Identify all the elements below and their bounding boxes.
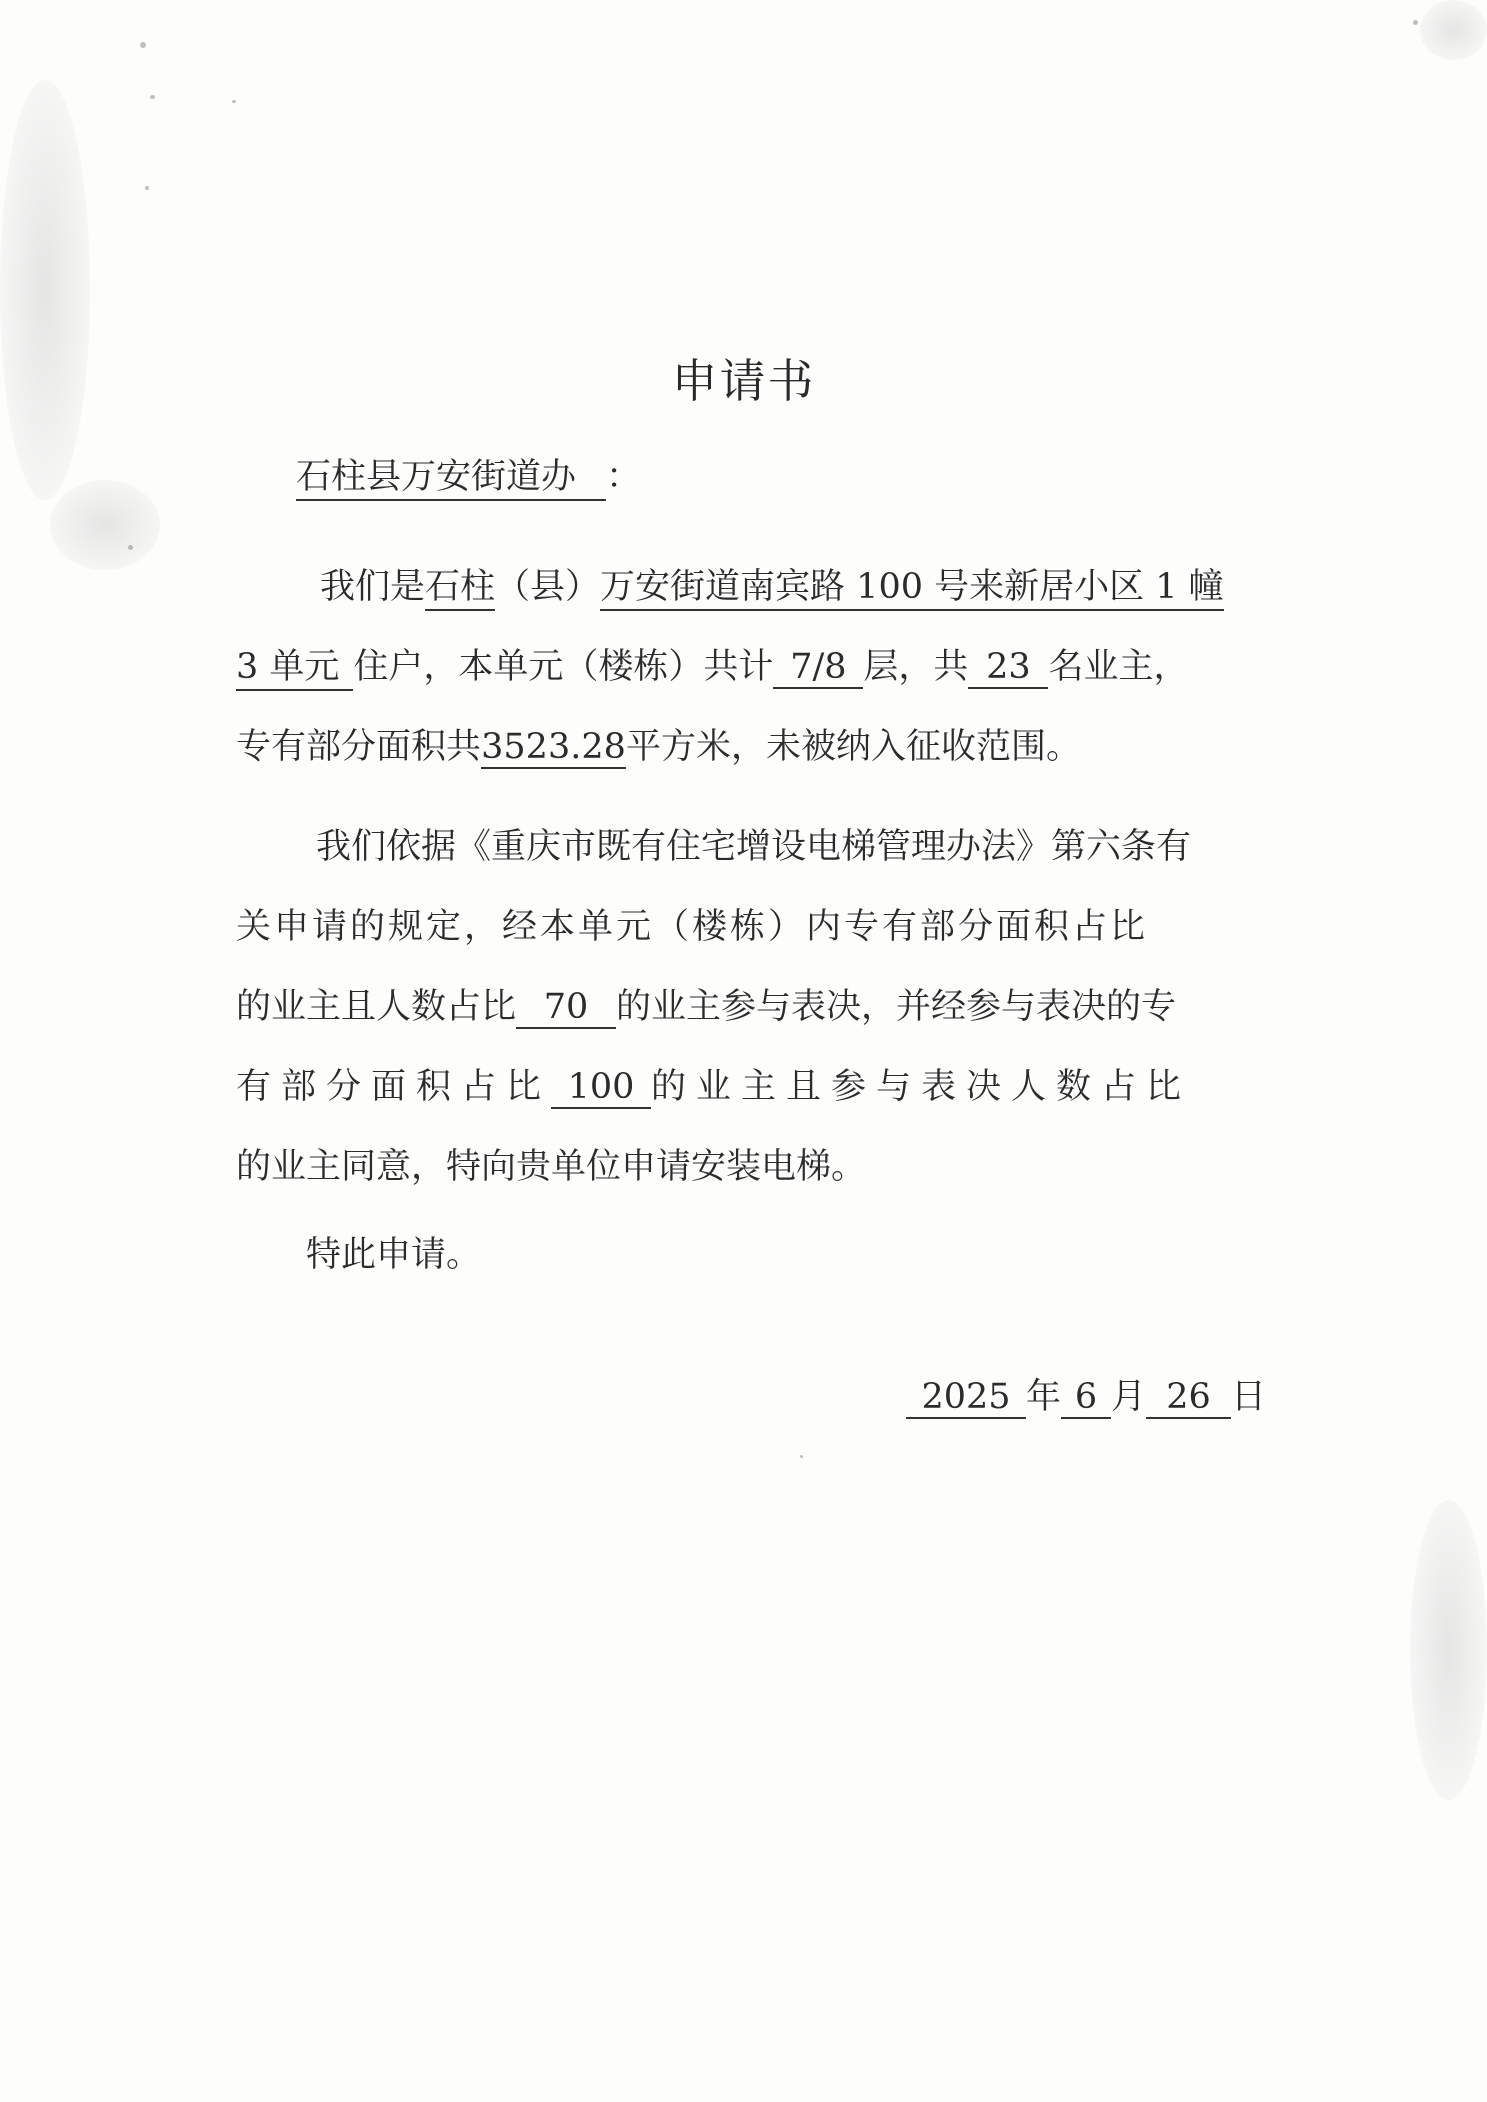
p2-line-5: 的业主同意，特向贵单位申请安装电梯。 <box>236 1147 867 1187</box>
p1-line-1 <box>320 567 1224 607</box>
unit-field: 3 单元 <box>236 647 353 691</box>
date-day: 26 <box>1146 1380 1231 1419</box>
date-month: 6 <box>1061 1380 1111 1419</box>
addressee: 石柱县万安街道办 <box>296 457 606 501</box>
people-ratio-field: 70 <box>516 990 616 1029</box>
scan-speck <box>150 95 155 99</box>
text: 月 <box>1111 1377 1147 1417</box>
area-ratio-field: 100 <box>551 1070 651 1109</box>
text: 的业主且参与表决人数占比 <box>651 1067 1192 1107</box>
addressee-line <box>296 457 642 497</box>
scan-smudge <box>50 480 160 570</box>
text: 住户，本单元（楼栋）共计 <box>353 647 774 687</box>
addressee-colon: ： <box>606 457 642 497</box>
p2-line-1: 我们依据《重庆市既有住宅增设电梯管理办法》第六条有 <box>316 827 1192 867</box>
text: （县） <box>495 567 601 607</box>
text: 日 <box>1231 1377 1267 1417</box>
text: 的业主且人数占比 <box>236 987 517 1027</box>
p1-line-3 <box>236 727 1082 769</box>
text: 有部分面积占比 <box>236 1067 552 1107</box>
text: 我们是 <box>320 567 426 607</box>
scan-speck <box>145 186 149 190</box>
county-field: 石柱 <box>425 567 495 611</box>
text: 专有部分面积共 <box>236 727 482 767</box>
closing-text: 特此申请。 <box>306 1235 482 1275</box>
p1-line-2 <box>236 647 1189 689</box>
date-line <box>906 1377 1267 1419</box>
text: 年 <box>1026 1377 1062 1417</box>
text: 的业主参与表决，并经参与表决的专 <box>616 987 1177 1027</box>
text: 层，共 <box>863 647 969 687</box>
p2-line-4 <box>236 1067 1192 1109</box>
text: 名业主， <box>1048 647 1189 687</box>
scan-speck <box>232 100 236 103</box>
p2-line-3 <box>236 987 1177 1029</box>
scan-smudge <box>1420 0 1487 60</box>
owners-field: 23 <box>968 650 1048 689</box>
scan-speck <box>1413 20 1418 25</box>
scan-speck <box>140 42 146 48</box>
address-field: 万安街道南宾路 100 号来新居小区 1 幢 <box>600 567 1224 611</box>
date-year: 2025 <box>906 1380 1026 1419</box>
area-field: 3523.28 <box>481 727 626 767</box>
document-title: 申请书 <box>671 354 816 408</box>
p2-line-2: 关申请的规定，经本单元（楼栋）内专有部分面积占比 <box>236 907 1149 947</box>
scan-speck <box>800 1455 803 1458</box>
floors-field: 7/8 <box>773 650 863 689</box>
text: 平方米，未被纳入征收范围。 <box>626 727 1082 767</box>
scan-smudge <box>1410 1500 1487 1800</box>
scan-smudge <box>0 80 90 500</box>
